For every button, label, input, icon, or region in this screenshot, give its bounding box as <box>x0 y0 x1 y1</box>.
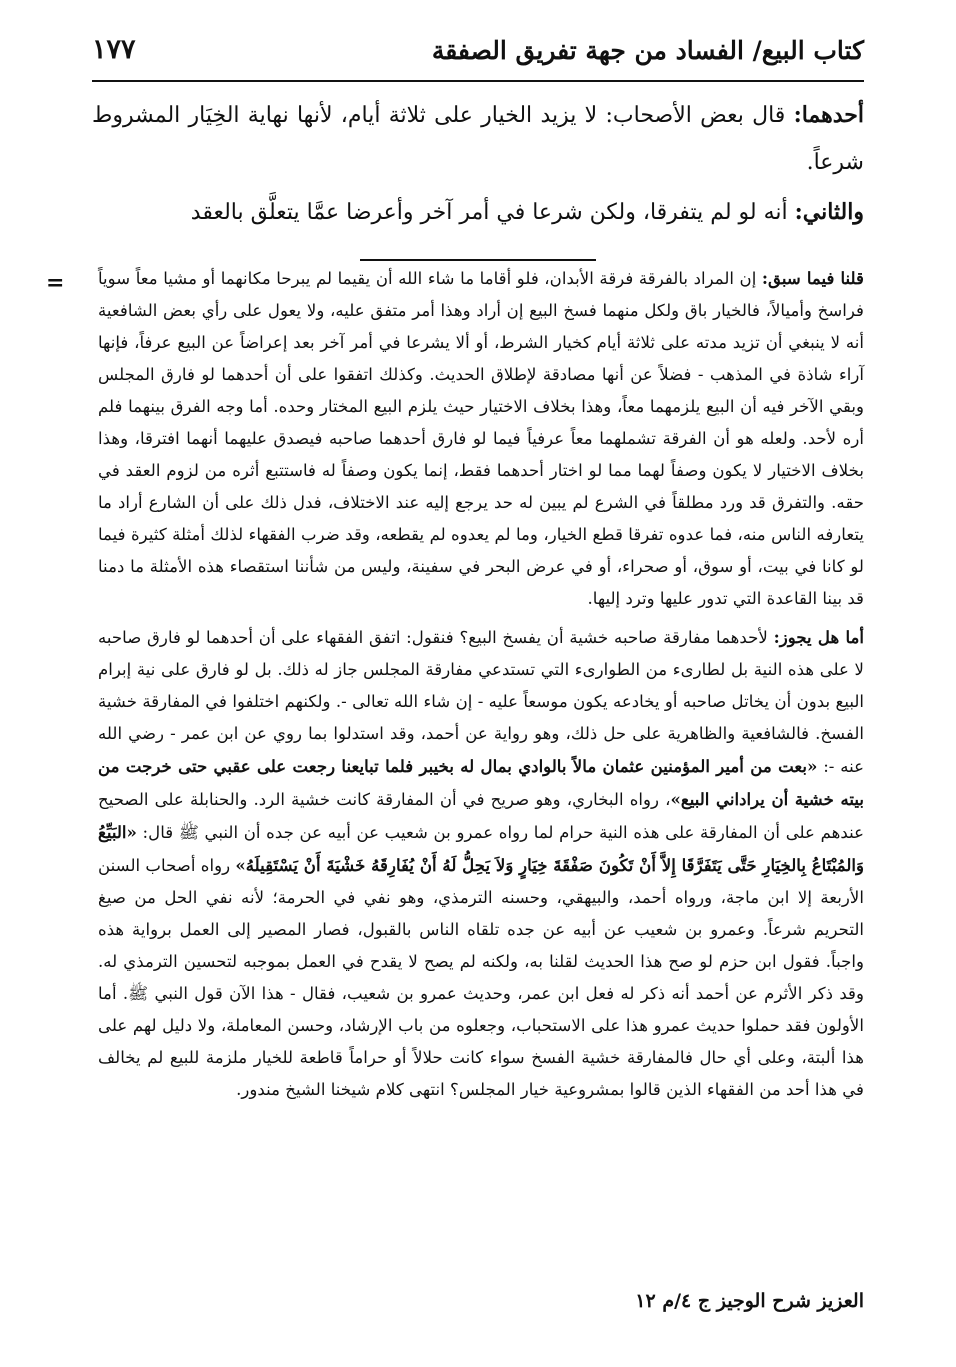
term-first: أحدهما: <box>793 102 864 128</box>
second-body: أنه لو لم يتفرقا، ولكن شرعا في أمر آخر وأعرضا عمَّا يتعلَّق بالعقد <box>190 200 795 225</box>
first-body: قال بعض الأصحاب: لا يزيد الخيار على ثلاثة أيام، لأنها نهاية الخِيَار المشروط شرعاً. <box>92 103 864 175</box>
page-footer-signature: العزيز شرح الوجيز ج ٤/م ١٢ <box>635 1290 864 1312</box>
footnote-paragraph-2 <box>98 621 864 1106</box>
page-header <box>92 34 864 74</box>
term-second: والثاني: <box>794 199 864 225</box>
footnote-paragraph-1 <box>98 262 864 615</box>
footnote-body-2c: رواه أصحاب السنن الأربعة إلا ابن ماجة، ورواه أحمد، والبيهقي، وحسنه الترمذي، وهو نفي في الحرمة؛ لأنه نفي الحل من صيغ التحريم شرعاً. وعمرو بن شعيب عن أبيه عن جده تلقاه الناس بالقبول، فصار المصير إلى العمل برواية هذه واجباً. فقول ابن حزم لو صح هذا الحديث لقلنا به، ولكنه لم يصح لا يقدح في العمل بموجبه لتحسين الترمذي له. وقد ذكر الأثرم عن أحمد أنه ذكر له فعل ابن عمر، وحديث عمرو بن شعيب، فقال - هذا الآن قول النبي ﷺ. أما الأولون فقد حملوا حديث عمرو هذا على الاستحباب، وجعلوه من باب الإرشاد، وحسن المعاملة، ولا دليل لهم على هذا ألبتة، وعلى أي حال فالمفارقة خشية الفسخ سواء كانت حلالاً أو حراماً قاطعة للخيار ملزمة للبيع لم يخالف في هذا أحد من الفقهاء الذين قالوا بمشروعية خيار المجلس؟ انتهى كلام شيخنا الشيخ مندور. <box>98 856 864 1099</box>
main-paragraph-first <box>92 92 864 186</box>
footnote-divider <box>360 259 596 261</box>
footnote-term-2: أما هل يجوز: <box>773 627 865 647</box>
footnote-body-2b: ، رواه البخاري، وهو صريح في أن المفارقة كانت خشية الرد. والحنابلة على الصحيح عندهم على أن المفارقة على هذه النية حرام لما رواه عمرو بن شعيب عن أبيه عن جده أن النبي ﷺ قال: <box>98 790 864 842</box>
footnote-body-2a: لأحدهما مفارقة صاحبه خشية أن يفسخ البيع؟ فنقول: اتفق الفقهاء على أن أحدهما لو فارق صاحبه لا على هذه النية بل لطارىء من الطوارىء التي تستدعي مفارقة المجلس جاز له ذلك. بل لو فارق على نية إبرام البيع بدون أن يخاتل صاحبه أو يخادعه يكون موسعاً عليه - إن شاء الله تعالى -. ولكنهم اختلفوا في المفارقة خشية الفسخ. فالشافعية والظاهرية على حل ذلك، وهو رواية عن أحمد، وقد استدلوا بما روي عن ابن عمر - رضي الله عنه -: <box>98 628 865 776</box>
athar-quote: «بعت من أمير المؤمنين عثمان مالاً بالوادي بمال له بخيبر فلما تبايعنا رجعت على عقبي حتى خرجت من بيته خشية أن يراداني البيع» <box>98 756 864 809</box>
footnote-body-1: إن المراد بالفرقة فرقة الأبدان، فلو أقاما ما شاء الله أن يقيما لم يبرحا مكانهما أو مشيا معاً سوياً فراسخ وأميالاً، فالخيار باق ولكل منهما فسخ البيع إن أراد وهذا أمر متفق عليه، ولا يعول على رأي بعض الشافعية أنه لا ينبغي أن تزيد مدته على ثلاثة أيام كخيار الشرط، أو ألا يشرعا في أمر آخر بعد إعراضاً عن البيع عرفاً، فإنها آراء شاذة في المذهب - فضلاً عن أنها مصادقة لإطلاق الحديث. وكذلك اتفقوا على أن أحدهما لو فارق المجلس وبقي الآخر فيه أن البيع يلزمهما معاً، وهذا بخلاف الاختيار حيث يلزم البيع المختار وحده. أما وجه الفرق بينهما فلم أره لأحد. ولعله هو أن الفرقة تشملهما معاً عرفياً فيما لو فارق أحدهما صاحبه فيصدق عليهما أنهما افترقا، وهذا بخلاف الاختيار لا يكون وصفاً لهما مما لو اختار أحدهما فقط، إنما يكون وصفاً له فاستتبع أثره من لزوم العقد في حقه. والتفرق قد ورد مطلقاً في الشرع لم يبين له حد يرجع إليه عند الاختلاف، فدل ذلك على أن الشارع أراد ما يتعارفه الناس منه، فما عدوه تفرقا قطع الخيار، وما لم يعدوه لم يقطعه، وقد ضرب الفقهاء لذلك أمثلة كثيرة فيما لو كانا في بيت، أو سوق، أو صحراء، أو في عرض البحر في سفينة، وليس من شأننا استقصاء هذه الأمثلة ما دمنا قد بينا القاعدة التي تدور عليها وترد إليها. <box>98 269 864 608</box>
footnote-term-1: قلنا فيما سبق: <box>761 268 864 288</box>
page-number: ١٧٧ <box>92 34 136 65</box>
header-divider <box>92 80 864 82</box>
running-title: كتاب البيع/ الفساد من جهة تفريق الصفقة <box>431 36 864 65</box>
footnote <box>98 262 864 1112</box>
hadith-quote: «البَيِّعُ وَالمُبْتَاعُ بِالخِيَارِ حَتَّى يَتَفَرَّقَا إِلاَّ أَنْ تَكُونَ صَفْقَةَ خِيَارٍ وَلاَ يَحِلُّ لَهُ أَنْ يُفَارِقَهُ خَشْيَةَ أَنْ يَسْتَقِيلَهُ» <box>98 822 865 875</box>
main-text <box>92 92 864 239</box>
footnote-continuation-marker: = <box>46 270 65 296</box>
main-paragraph-second <box>92 189 864 236</box>
